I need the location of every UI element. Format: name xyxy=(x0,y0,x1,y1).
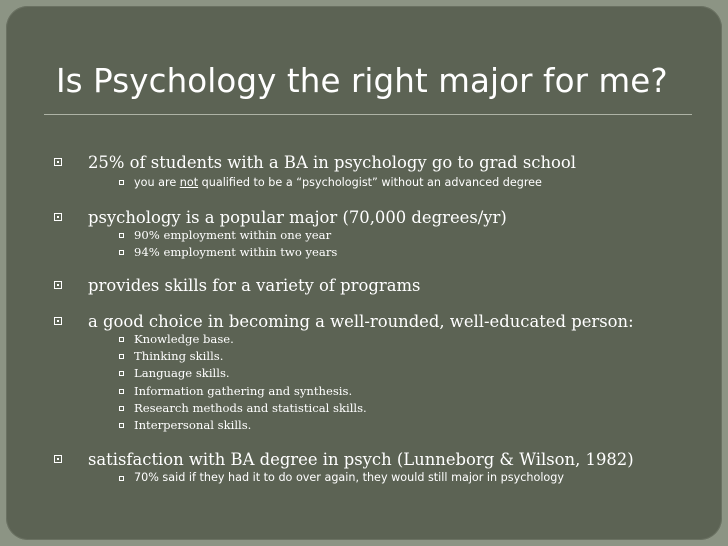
bullet-good-choice: a good choice in becoming a well-rounded, well-educated person: xyxy=(88,312,634,331)
small-square-bullet-icon xyxy=(119,406,124,411)
small-square-bullet-icon xyxy=(119,476,124,481)
small-square-bullet-icon xyxy=(119,180,124,185)
bullet-grad-school: 25% of students with a BA in psychology go to grad school xyxy=(88,153,577,172)
sub-bullet-text-post: qualified to be a “psychologist” without an advanced degree xyxy=(198,176,542,189)
sub-bullet-would-major-again: 70% said if they had it to do over again, they would still major in psychology xyxy=(134,471,564,484)
small-square-bullet-icon xyxy=(119,337,124,342)
sub-bullet-employment-one-year: 90% employment within one year xyxy=(134,228,332,242)
small-square-bullet-icon xyxy=(119,354,124,359)
sub-bullet-language-skills: Language skills. xyxy=(134,366,230,380)
square-bullet-icon xyxy=(54,455,62,463)
sub-bullet-employment-two-years: 94% employment within two years xyxy=(134,245,338,259)
small-square-bullet-icon xyxy=(119,233,124,238)
sub-bullet-information-gathering: Information gathering and synthesis. xyxy=(134,384,353,398)
sub-bullet-knowledge-base: Knowledge base. xyxy=(134,332,234,346)
sub-bullet-text-pre: you are xyxy=(134,176,180,189)
bullet-skills-variety: provides skills for a variety of programs xyxy=(88,276,421,295)
sub-bullet-emphasis: not xyxy=(179,176,199,189)
sub-bullet-not-qualified xyxy=(134,176,542,189)
square-bullet-icon xyxy=(54,281,62,289)
small-square-bullet-icon xyxy=(119,250,124,255)
sub-bullet-thinking-skills: Thinking skills. xyxy=(134,349,224,363)
square-bullet-icon xyxy=(54,213,62,221)
bullet-satisfaction: satisfaction with BA degree in psych (Lunneborg & Wilson, 1982) xyxy=(88,450,634,469)
small-square-bullet-icon xyxy=(119,371,124,376)
small-square-bullet-icon xyxy=(119,389,124,394)
small-square-bullet-icon xyxy=(119,423,124,428)
sub-bullet-interpersonal-skills: Interpersonal skills. xyxy=(134,418,252,432)
square-bullet-icon xyxy=(54,158,62,166)
square-bullet-icon xyxy=(54,317,62,325)
bullet-popular-major: psychology is a popular major (70,000 degrees/yr) xyxy=(88,208,507,227)
slide-title: Is Psychology the right major for me? xyxy=(56,62,668,100)
sub-bullet-research-methods: Research methods and statistical skills. xyxy=(134,401,367,415)
